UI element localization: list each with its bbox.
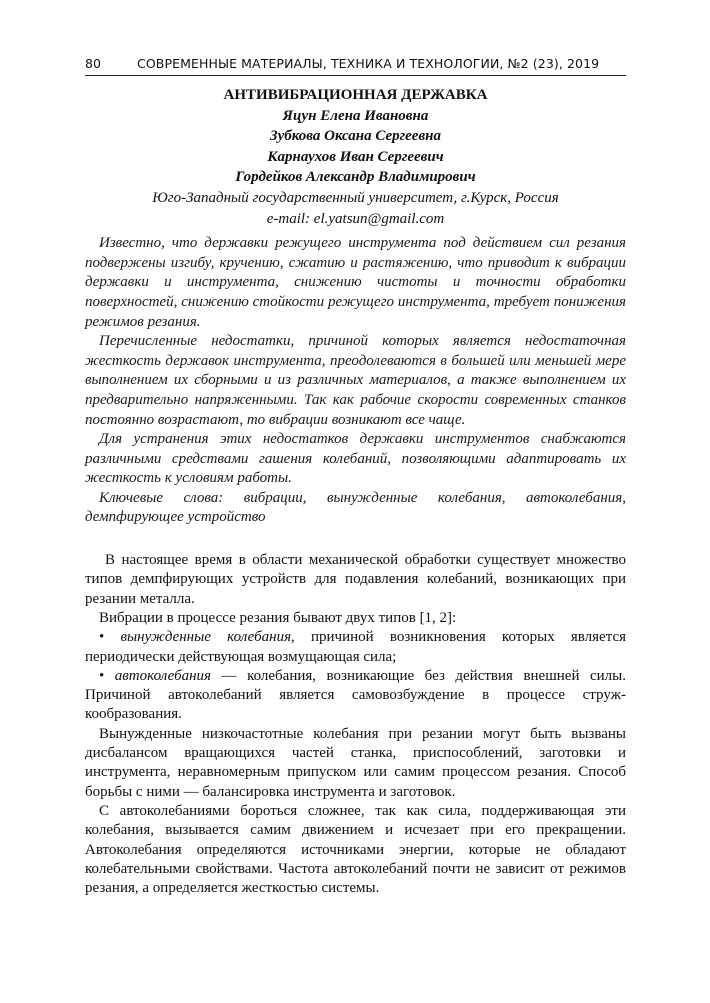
abstract-paragraph-1: Известно, что державки режущего инструмента под действием сил резания подвержены изгибу, кручению, сжатию и растяжению, что приводит к вибрации державки и инструмента, снижению чистоты и точности обработки поверхностей, снижению стойкости режущего инструмента, требует понижения режимов резания. xyxy=(85,235,626,330)
body-text xyxy=(85,551,626,898)
keywords: Ключевые слова: вибрации, вынужденные колебания, автоколебания, демпфирующее устройство xyxy=(85,489,626,526)
page-number: 80 xyxy=(85,56,101,71)
term-forced-oscillations: вынужденные колебания xyxy=(120,629,292,646)
author-4: Гордейков Александр Владимирович xyxy=(235,169,476,186)
body-paragraph-4: С автоколебаниями бороться сложнее, так как сила, поддерживающая эти колебания, вызывается самим движением и исчезает при его прекращении. Автоколебания определяются источниками энергии, которые не обладают колебательными свойствами. Частота автоколебаний почти не зависит от режимов резания, а определяется жесткостью системы. xyxy=(85,802,626,897)
bullet-mark: • xyxy=(99,629,105,646)
affiliation: Юго-Западный государственный университет, г.Курск, Россия xyxy=(152,189,559,206)
running-header xyxy=(85,54,626,76)
article-title: АНТИВИБРАЦИОННАЯ ДЕРЖАВКА xyxy=(223,87,488,103)
bullet-text: , причиной возникновения которых является периодически действующая возмущающая сила; xyxy=(85,629,627,665)
author-2: Зубкова Оксана Сергеевна xyxy=(269,128,441,145)
body-paragraph-3: Вынужденные низкочастотные колебания при резании могут быть вызваны дисбалансом вращающихся частей станка, приспособлений, заготовки и инструмента, неравномерным припуском или самим процессом резания. Способ борьбы с ними — балансировка инструмента и заготовок. xyxy=(85,725,626,800)
term-self-oscillations: автоколебания xyxy=(114,667,212,684)
body-paragraph-2: Вибрации в процессе резания бывают двух типов [1, 2]: xyxy=(99,609,457,626)
author-3: Карнаухов Иван Сергеевич xyxy=(267,148,444,165)
abstract xyxy=(85,234,626,528)
bullet-self-oscillations xyxy=(85,667,626,725)
bullet-forced-oscillations xyxy=(85,628,626,667)
author-1: Яцун Елена Ивановна xyxy=(282,107,429,124)
body-paragraph-1: В настоящее время в области механической обработки существует множество типов демпфирующих устройств для подавления колебаний, возникающих при резании металла. xyxy=(85,552,626,607)
abstract-paragraph-2: Перечисленные недостатки, причиной которых является недостаточная жесткость державок инструмента, преодолеваются в большей или меньшей мере выполнением их сборными и из различных материалов, а также выполнением их предварительно напряженными. Так как рабочие скорости современных станков постоянно возрастают, то вибрации возникают все чаще. xyxy=(85,333,626,428)
title-block xyxy=(85,85,626,229)
page xyxy=(85,54,626,898)
bullet-text: — колебания, возникающие без действия внешней силы. Причиной автоколебаний является самовозбуждение в процессе струж- кообразования. xyxy=(85,667,626,723)
email: e-mail: el.yatsun@gmail.com xyxy=(266,210,445,227)
abstract-paragraph-3: Для устранения этих недостатков державки инструментов снабжаются различными средствами гашения колебаний, позволяющими адаптировать их жесткость к условиям работы. xyxy=(85,431,626,487)
bullet-mark: • xyxy=(99,667,105,684)
journal-title: СОВРЕМЕННЫЕ МАТЕРИАЛЫ, ТЕХНИКА И ТЕХНОЛОГИИ, №2 (23), 2019 xyxy=(137,56,600,71)
